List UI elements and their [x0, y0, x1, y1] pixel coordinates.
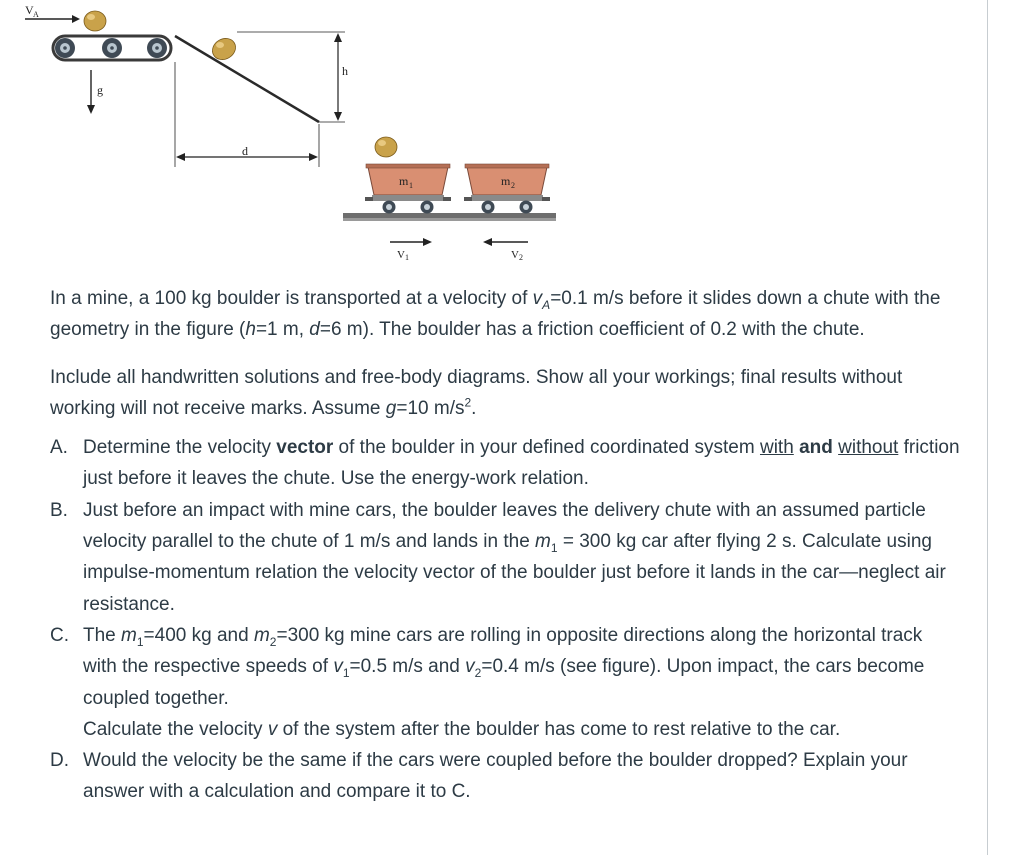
intro-paragraph: In a mine, a 100 kg boulder is transported at a velocity of $v_A=0.1$ m/s before it slides down a chute with the geometry in the figure (h=1 m, d=6 m). The boulder has a friction coefficient of 0.2 with the chute.: [50, 288, 941, 341]
problem-text: [50, 283, 960, 808]
instructions-paragraph: Include all handwritten solutions and free-body diagrams. Show all your workings; final results without working will not receive marks. Assume g=10 $m/s^2$.: [50, 366, 903, 419]
question-b: B. Just before an impact with mine cars, the boulder leaves the delivery chute with an assumed particle velocity parallel to the chute of 1 m/s and lands in the $m_1 = 300$ kg car after flying 2 s. Calculate using impulse-momentum relation the velocity vector of the boulder just before it lands in the car—neglect air resistance.: [50, 495, 960, 620]
label-v2-sub: 2: [519, 253, 523, 262]
mine-car-2: [464, 164, 550, 214]
question-marker: A.: [50, 437, 68, 459]
v2-arrow: [483, 238, 528, 246]
question-marker: D.: [50, 750, 69, 772]
question-c: C. The $m_1=400$ kg and $m_2=300$ kg mine cars are rolling in opposite directions along the horizontal track with the respective speeds of $v_1=0.5$ m/s and $v_2=0.4$ m/s (see figure). Upon impact, the cars become coupled together. Calculate the velocity v of the system after the boulder has come to rest relative to the car.: [50, 620, 960, 745]
label-d: d: [242, 144, 248, 158]
label-m2: m: [501, 174, 511, 188]
roller: [147, 38, 167, 58]
v1-arrow: [390, 238, 432, 246]
mine-car-1: [365, 164, 451, 214]
problem-figure: [0, 0, 600, 275]
label-m2-sub: 2: [511, 181, 515, 190]
label-va: V: [25, 3, 34, 17]
chute: [175, 36, 319, 122]
question-list: [50, 432, 960, 808]
h-dimension: [237, 32, 345, 122]
label-m1: m: [399, 174, 409, 188]
conveyor-belt: [53, 36, 171, 60]
label-v1-sub: 1: [405, 253, 409, 262]
roller: [55, 38, 75, 58]
label-va-sub: A: [33, 10, 39, 19]
question-d: D. Would the velocity be the same if the cars were coupled before the boulder dropped? Explain your answer with a calculation and compare it to C.: [50, 745, 960, 808]
falling-boulder: [375, 137, 397, 157]
label-g: g: [97, 83, 103, 97]
label-v1: V: [397, 249, 405, 261]
label-v2: V: [511, 249, 519, 261]
roller: [102, 38, 122, 58]
question-marker: C.: [50, 624, 69, 646]
boulder-on-belt: [84, 11, 106, 31]
label-h: h: [342, 64, 348, 78]
question-marker: B.: [50, 499, 68, 521]
track: [343, 213, 556, 221]
gravity-arrow: [87, 70, 95, 114]
label-m1-sub: 1: [409, 181, 413, 190]
question-a: A. Determine the velocity vector of the boulder in your defined coordinated system with and without friction just before it leaves the chute. Use the energy-work relation.: [50, 432, 960, 495]
